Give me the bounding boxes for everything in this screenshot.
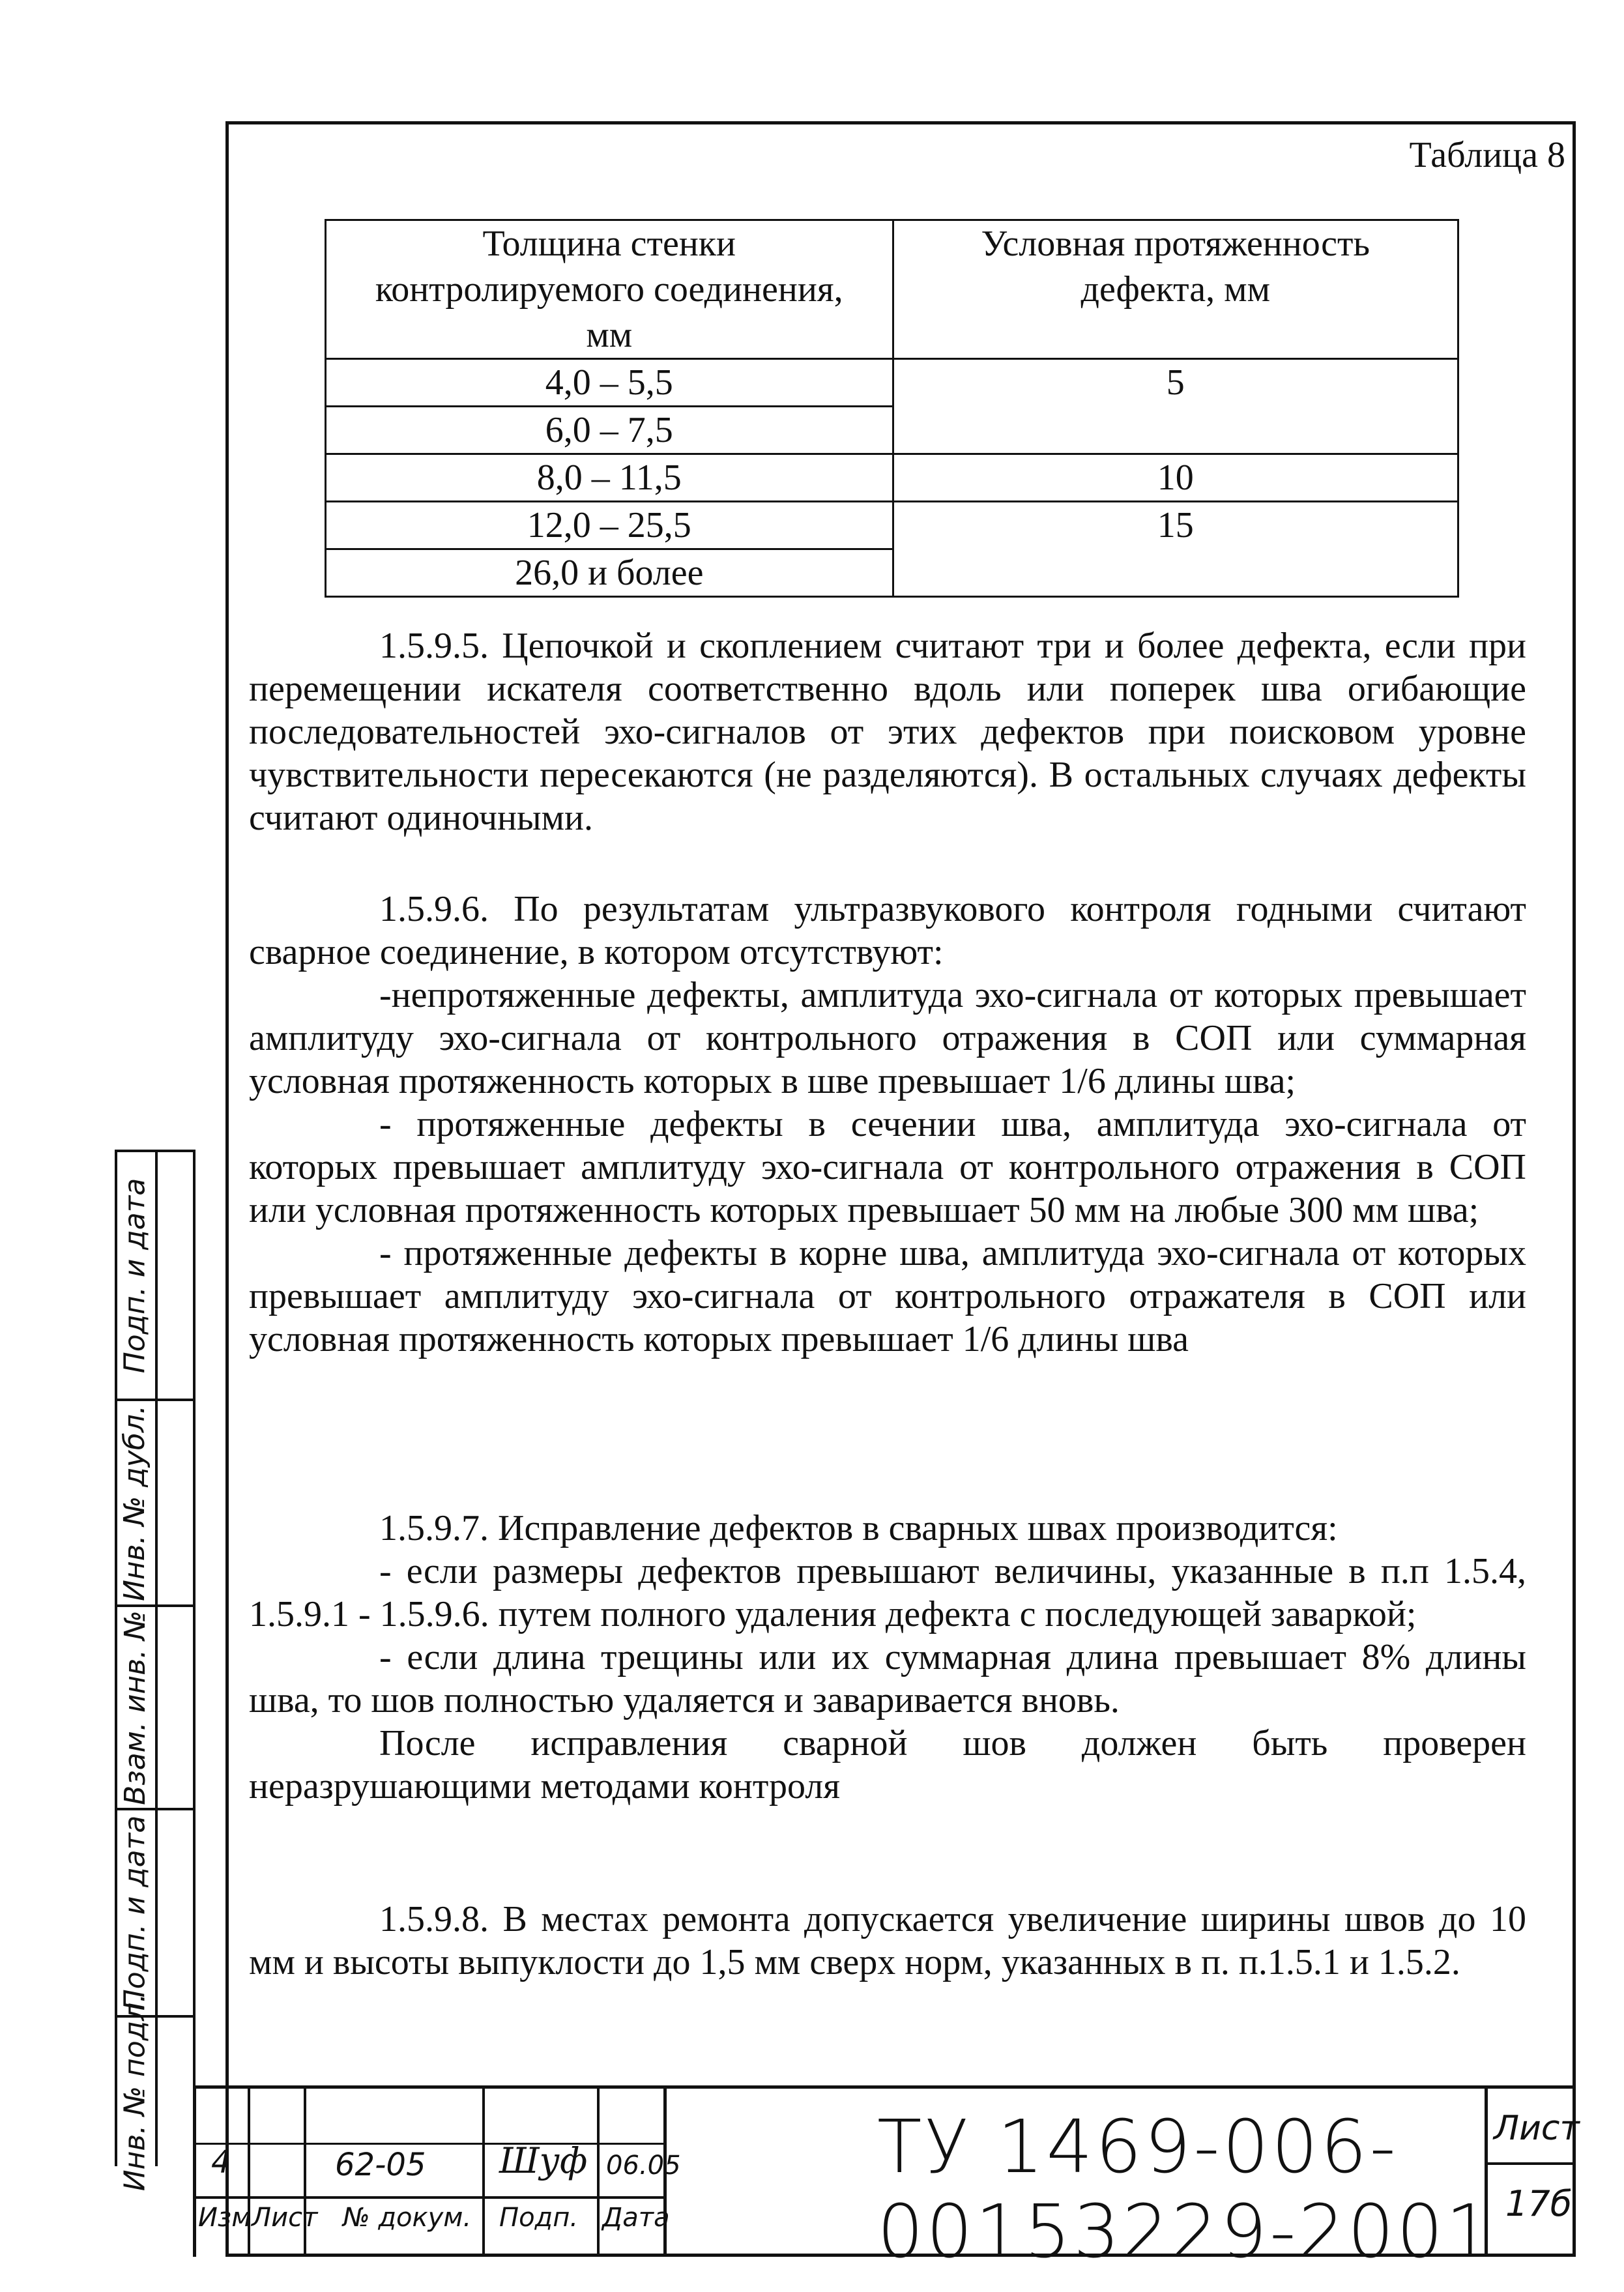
paragraph-1597c: После исправления сварной шов должен быть проверен неразрушающими методами контроля — [249, 1723, 1526, 1806]
paragraph-block-1598 — [249, 1898, 1526, 1984]
col-label-izm: Изм — [198, 2203, 252, 2233]
col-label-docno: № докум. — [343, 2203, 472, 2233]
stamp-original-inv: Инв. № подл. — [118, 1993, 152, 2191]
paragraph-1596c: - протяженные дефекты в корне шва, амплитуда эхо-сигнала от которых превышает амплитуду эхо-сигнала от контрольного отражателя в СОП или условная протяженность которых превышает 1/6 длины шва — [249, 1233, 1526, 1359]
thickness-cell: 12,0 – 25,5 — [326, 502, 893, 549]
thickness-cell: 4,0 – 5,5 — [326, 359, 893, 407]
table-header-row — [326, 220, 1458, 359]
paragraph-1598: 1.5.9.8. В местах ремонта допускается увеличение ширины швов до 10 мм и высоты выпуклости до 1,5 мм сверх норм, указанных в п. п.1.5.1 и 1.5.2. — [249, 1899, 1526, 1982]
sheet-number: 17б — [1505, 2183, 1573, 2224]
paragraph-1596b: - протяженные дефекты в сечении шва, амплитуда эхо-сигнала от которых превышает амплитуду эхо-сигнала от контрольного отражения в СОП или условная протяженность которых превышает 50 мм на любые 300 мм шва; — [249, 1104, 1526, 1230]
thickness-cell: 6,0 – 7,5 — [326, 407, 893, 454]
paragraph-1596: 1.5.9.6. По результатам ультразвукового контроля годными считают сварное соединение, в котором отсутствуют: — [249, 889, 1526, 972]
paragraph-block-1595 — [249, 624, 1526, 839]
thickness-cell: 8,0 – 11,5 — [326, 454, 893, 502]
signature: Шуф — [499, 2140, 588, 2181]
paragraph-1596a: -непротяженные дефекты, амплитуда эхо-сигнала от которых превышает амплитуду эхо-сигнала от контрольного отражения в СОП или суммарная условная протяженность которых в шве превышает 1/6 длины шва; — [249, 975, 1526, 1101]
table-row — [326, 502, 1458, 549]
col-label-podp: Подп. — [499, 2203, 579, 2233]
stamp-sign-date-1: Подп. и дата — [118, 1178, 152, 1373]
length-cell: 5 — [893, 359, 1458, 454]
thickness-cell: 26,0 и более — [326, 549, 893, 597]
length-cell: 10 — [893, 454, 1458, 502]
stamp-sign-date-2: Подп. и дата — [118, 1815, 152, 2010]
header-length: Условная протяженность дефекта, мм — [893, 220, 1458, 359]
col-label-list: Лист — [252, 2203, 318, 2233]
paragraph-block-1597 — [249, 1507, 1526, 1808]
table-row — [326, 359, 1458, 407]
paragraph-block-1596 — [249, 888, 1526, 1361]
paragraph-1597: 1.5.9.7. Исправление дефектов в сварных швах производится: — [379, 1508, 1338, 1548]
change-date: 06.05 — [606, 2151, 681, 2181]
title-block — [193, 2085, 1580, 2274]
paragraph-1597b: - если длина трещины или их суммарная длина превышает 8% длины шва, то шов полностью удаляется и заваривается вновь. — [249, 1637, 1526, 1720]
header-thickness: Толщина стенки контролируемого соединения, мм — [326, 220, 893, 359]
length-cell: 15 — [893, 502, 1458, 597]
table-row — [326, 454, 1458, 502]
change-number: 4 — [211, 2144, 231, 2181]
stamp-dup-inv: Инв. № дубл. — [118, 1404, 152, 1601]
table-caption: Таблица 8 — [1409, 135, 1565, 175]
stamp-replace-inv: Взам. инв. № — [118, 1610, 152, 1805]
document-code: ТУ 1469-006-00153229-2001 — [877, 2105, 1495, 2274]
sheet-label: Лист — [1494, 2109, 1580, 2148]
paragraph-1597a: - если размеры дефектов превышают величины, указанные в п.п 1.5.4, 1.5.9.1 - 1.5.9.6. путем полного удаления дефекта с последующей заваркой; — [249, 1551, 1526, 1634]
left-stamp — [115, 1150, 196, 2191]
paragraph-1595: 1.5.9.5. Цепочкой и скоплением считают три и более дефекта, если при перемещении искателя соответственно вдоль или поперек шва огибающие последовательностей эхо-сигналов от этих дефектов при поисковом уровне чувствительности пересекаются (не разделяются). В остальных случаях дефекты считают одиночными. — [249, 626, 1526, 838]
document-number: 62-05 — [335, 2147, 426, 2183]
col-label-data: Дата — [602, 2203, 670, 2233]
defects-table — [325, 219, 1459, 598]
